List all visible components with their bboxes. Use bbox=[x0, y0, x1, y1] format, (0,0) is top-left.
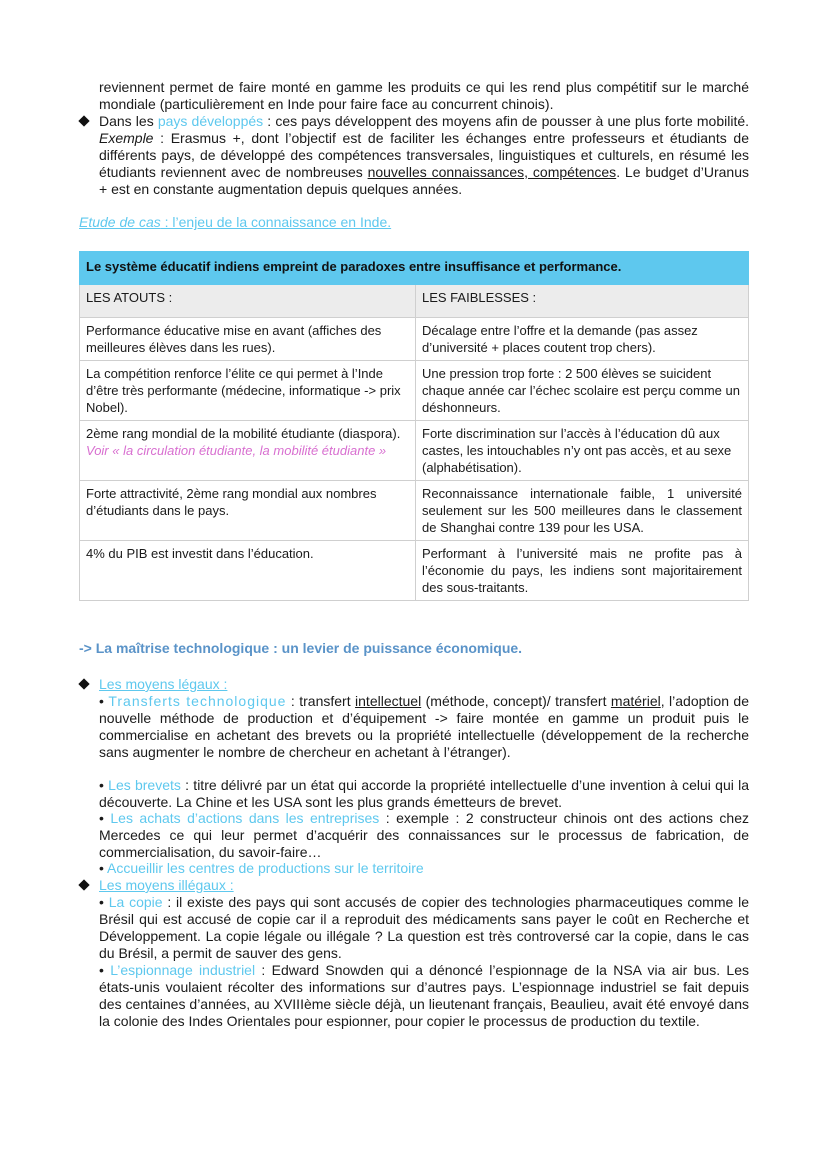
table-caption: Le système éducatif indiens empreint de paradoxes entre insuffisance et performance. bbox=[80, 252, 749, 285]
table-header-strengths: LES ATOUTS : bbox=[80, 285, 416, 318]
copy-paragraph: • La copie : il existe des pays qui sont accusés de copier des technologies pharmaceutiques comme le Brésil qui est accusé de copie car il a reproduit des médicaments sans payer le coût en Recherche et Développement. La copie légale ou illégale ? La question est très controversé car la copie, dans le cas du Brésil, a permit de sauver des gens. bbox=[99, 894, 749, 961]
weakness-cell: Décalage entre l’offre et la demande (pas assez d’université + places coutent trop chers). bbox=[416, 318, 749, 361]
weakness-cell: Reconnaissance internationale faible, 1 université seulement sur les 500 meilleures dans le classement de Shanghai contre 139 pour les USA. bbox=[416, 481, 749, 541]
diamond-bullet-icon bbox=[78, 879, 89, 890]
weakness-cell: Forte discrimination sur l’accès à l’éducation dû aux castes, les intouchables n’y ont pas accès, et au sexe (alphabétisation). bbox=[416, 421, 749, 481]
strength-cell: La compétition renforce l’élite ce qui permet à l’Inde d’être très performante (médecine, informatique -> prix Nobel). bbox=[80, 361, 416, 421]
strength-cell: Performance éducative mise en avant (affiches des meilleures élèves dans les rues). bbox=[80, 318, 416, 361]
tech-transfer-paragraph: • Transferts technologique : transfert intellectuel (méthode, concept)/ transfert matériel, l’adoption de nouvelle méthode de production et d’équipement -> faire montée en gamme un produit puis le commercialise en achetant des brevets ou la propriété intellectuelle (développement de la recherche sans augmenter le nombre de chercheur en achetant à l’étranger). bbox=[99, 693, 749, 760]
table-row bbox=[80, 361, 749, 421]
table-header-weaknesses: LES FAIBLESSES : bbox=[416, 285, 749, 318]
strength-cell: Forte attractivité, 2ème rang mondial aux nombres d’étudiants dans le pays. bbox=[80, 481, 416, 541]
mobility-cross-reference: Voir « la circulation étudiante, la mobilité étudiante » bbox=[86, 443, 387, 458]
illegal-means-heading: Les moyens illégaux : bbox=[99, 877, 234, 893]
diamond-bullet-icon bbox=[78, 678, 89, 689]
diamond-bullet-icon bbox=[78, 115, 89, 126]
table-row bbox=[80, 481, 749, 541]
table-row bbox=[80, 318, 749, 361]
strength-cell: 2ème rang mondial de la mobilité étudiante (diaspora). Voir « la circulation étudiante, la mobilité étudiante » bbox=[80, 421, 416, 481]
production-centers-item: • Accueillir les centres de productions sur le territoire bbox=[99, 860, 424, 876]
education-table bbox=[79, 251, 749, 601]
table-row bbox=[80, 421, 749, 481]
strength-cell: 4% du PIB est investit dans l’éducation. bbox=[80, 541, 416, 601]
intro-continuation: reviennent permet de faire monté en gamme les produits ce qui les rend plus compétitif sur le marché mondiale (particulièrement en Inde pour faire face au concurrent chinois). bbox=[99, 79, 749, 112]
table-row bbox=[80, 541, 749, 601]
weakness-cell: Une pression trop forte : 2 500 élèves se suicident chaque année car l’échec scolaire est perçu comme un déshonneurs. bbox=[416, 361, 749, 421]
weakness-cell: Performant à l’université mais ne profite pas à l’économie du pays, les indiens sont majoritairement des sous-traitants. bbox=[416, 541, 749, 601]
legal-means-heading: Les moyens légaux : bbox=[99, 676, 228, 692]
industrial-espionage-paragraph: • L’espionnage industriel : Edward Snowden qui a dénoncé l’espionnage de la NSA via air bus. Les états-unis voulaient récolter des informations sur d’autres pays. L’espionnage industriel se fait depuis des centaines d’années, au XVIIIème siècle déjà, un lieutenant français, Beaulieu, avait été envoyé dans la colonie des Indes Orientales pour espionner, pour copier le processus de production du textile. bbox=[99, 962, 749, 1029]
share-purchases-paragraph: • Les achats d’actions dans les entreprises : exemple : 2 constructeur chinois ont des actions chez Mercedes ce qui leur permet d’acquérir des connaissances sur le processus de fabrication, de commercialisation, du savoir-faire… bbox=[99, 810, 749, 860]
case-study-title: Etude de cas : l’enjeu de la connaissance en Inde. bbox=[79, 214, 392, 230]
section-heading: -> La maîtrise technologique : un levier de puissance économique. bbox=[79, 640, 523, 656]
patents-paragraph: • Les brevets : titre délivré par un état qui accorde la propriété intellectuelle d’une invention à celui qui la découverte. La Chine et les USA sont les plus grands émetteurs de brevet. bbox=[99, 777, 749, 810]
developed-countries-paragraph: Dans les pays développés : ces pays développent des moyens afin de pousser à une plus forte mobilité. Exemple : Erasmus +, dont l’objectif est de faciliter les échanges entre professeurs et étudiants de différents pays, de développé des compétences transversales, linguistiques et culturels, en résumé les étudiants reviennent avec de nombreuses nouvelles connaissances, compétences. Le budget d’Uranus + est en constante augmentation depuis quelques années. bbox=[99, 113, 750, 197]
